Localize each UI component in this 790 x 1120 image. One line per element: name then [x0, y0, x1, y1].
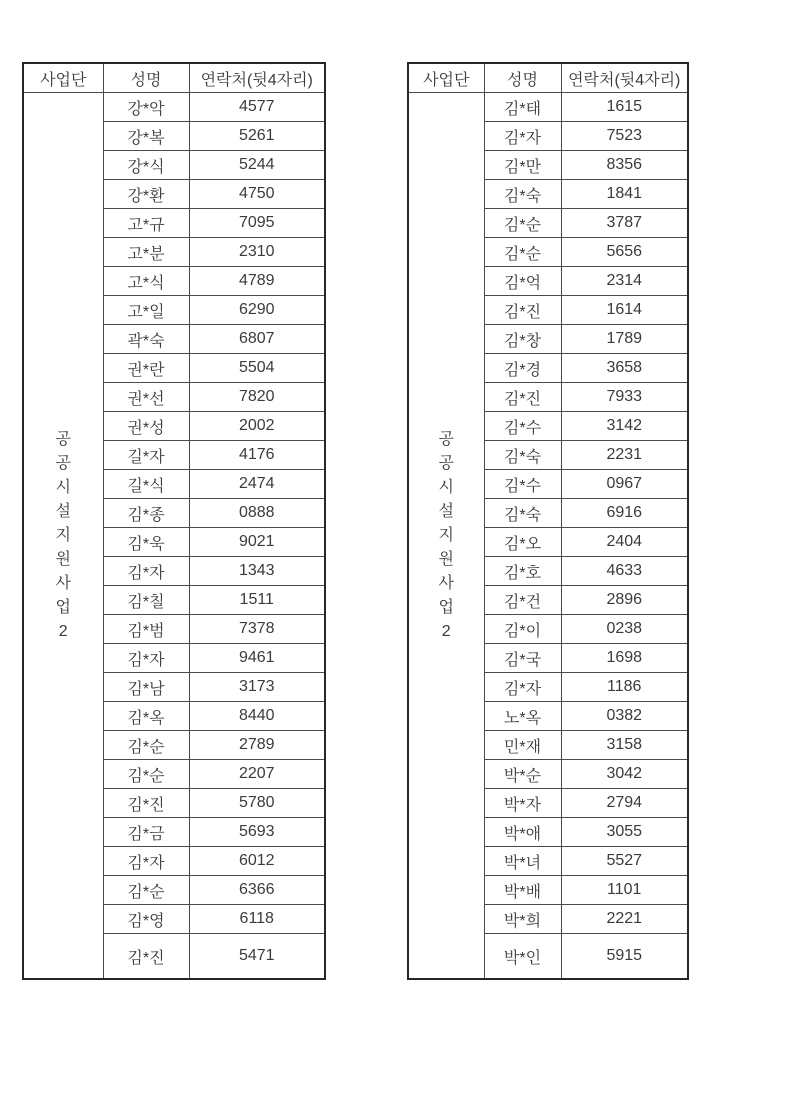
name-cell: 박*배 [484, 876, 561, 905]
header-business-group: 사업단 [23, 63, 103, 93]
phone-cell: 1789 [561, 325, 688, 354]
phone-cell: 3055 [561, 818, 688, 847]
phone-cell: 2221 [561, 905, 688, 934]
phone-cell: 3142 [561, 412, 688, 441]
phone-cell: 6012 [189, 847, 325, 876]
business-group-char: 공 [438, 454, 454, 472]
header-phone: 연락처(뒷4자리) [561, 63, 688, 93]
phone-cell: 1186 [561, 673, 688, 702]
phone-cell: 1101 [561, 876, 688, 905]
name-cell: 김*영 [103, 905, 189, 934]
phone-cell: 5780 [189, 789, 325, 818]
name-cell: 김*자 [484, 673, 561, 702]
name-cell: 김*창 [484, 325, 561, 354]
name-cell: 김*자 [484, 122, 561, 151]
phone-cell: 4577 [189, 93, 325, 122]
name-cell: 김*만 [484, 151, 561, 180]
phone-cell: 3658 [561, 354, 688, 383]
business-group-char: 공 [55, 430, 71, 448]
name-cell: 김*칠 [103, 586, 189, 615]
phone-cell: 8356 [561, 151, 688, 180]
phone-cell: 0888 [189, 499, 325, 528]
phone-cell: 9021 [189, 528, 325, 557]
name-cell: 박*녀 [484, 847, 561, 876]
phone-cell: 6366 [189, 876, 325, 905]
name-cell: 길*자 [103, 441, 189, 470]
phone-cell: 0967 [561, 470, 688, 499]
name-cell: 김*욱 [103, 528, 189, 557]
phone-cell: 3158 [561, 731, 688, 760]
name-cell: 김*숙 [484, 441, 561, 470]
name-cell: 김*수 [484, 412, 561, 441]
table-row [23, 93, 325, 122]
business-group-cell [408, 93, 484, 980]
phone-cell: 7523 [561, 122, 688, 151]
business-group-char: 공 [438, 430, 454, 448]
phone-cell: 5471 [189, 934, 325, 980]
phone-cell: 2404 [561, 528, 688, 557]
name-cell: 박*자 [484, 789, 561, 818]
business-group-char: 원 [55, 550, 71, 568]
phone-cell: 7378 [189, 615, 325, 644]
header-row [23, 63, 325, 93]
name-cell: 김*숙 [484, 180, 561, 209]
phone-cell: 4750 [189, 180, 325, 209]
business-group-char: 사 [55, 574, 71, 592]
phone-cell: 0382 [561, 702, 688, 731]
phone-cell: 2002 [189, 412, 325, 441]
name-cell: 김*남 [103, 673, 189, 702]
table-row [408, 93, 688, 122]
phone-cell: 6807 [189, 325, 325, 354]
name-cell: 강*복 [103, 122, 189, 151]
name-cell: 김*이 [484, 615, 561, 644]
name-cell: 박*순 [484, 760, 561, 789]
phone-cell: 3787 [561, 209, 688, 238]
name-cell: 김*수 [484, 470, 561, 499]
header-name: 성명 [484, 63, 561, 93]
business-group-char: 지 [55, 526, 71, 544]
phone-cell: 6118 [189, 905, 325, 934]
business-group-char: 설 [438, 502, 454, 520]
name-cell: 노*옥 [484, 702, 561, 731]
name-cell: 김*태 [484, 93, 561, 122]
phone-cell: 1343 [189, 557, 325, 586]
business-group-char: 시 [438, 478, 454, 496]
business-group-char: 2 [441, 622, 451, 640]
phone-cell: 5656 [561, 238, 688, 267]
name-cell: 김*순 [103, 731, 189, 760]
header-row [408, 63, 688, 93]
phone-cell: 5504 [189, 354, 325, 383]
phone-cell: 5261 [189, 122, 325, 151]
name-cell: 김*진 [103, 789, 189, 818]
name-cell: 강*악 [103, 93, 189, 122]
name-cell: 고*일 [103, 296, 189, 325]
phone-cell: 5693 [189, 818, 325, 847]
name-cell: 김*순 [484, 238, 561, 267]
name-cell: 김*호 [484, 557, 561, 586]
phone-cell: 8440 [189, 702, 325, 731]
business-group-char: 2 [58, 622, 68, 640]
phone-cell: 1615 [561, 93, 688, 122]
phone-cell: 4176 [189, 441, 325, 470]
name-cell: 김*자 [103, 557, 189, 586]
phone-cell: 2314 [561, 267, 688, 296]
name-cell: 박*희 [484, 905, 561, 934]
phone-cell: 1614 [561, 296, 688, 325]
name-cell: 곽*숙 [103, 325, 189, 354]
phone-cell: 2896 [561, 586, 688, 615]
name-cell: 박*인 [484, 934, 561, 980]
phone-cell: 2310 [189, 238, 325, 267]
header-business-group: 사업단 [408, 63, 484, 93]
name-cell: 김*진 [484, 296, 561, 325]
business-group-char: 설 [55, 502, 71, 520]
name-cell: 김*오 [484, 528, 561, 557]
name-cell: 고*규 [103, 209, 189, 238]
name-cell: 김*숙 [484, 499, 561, 528]
name-cell: 강*식 [103, 151, 189, 180]
business-group-char: 업 [438, 598, 454, 616]
phone-cell: 4633 [561, 557, 688, 586]
name-cell: 김*범 [103, 615, 189, 644]
name-cell: 김*옥 [103, 702, 189, 731]
name-cell: 김*억 [484, 267, 561, 296]
name-cell: 김*건 [484, 586, 561, 615]
business-group-cell [23, 93, 103, 980]
phone-cell: 1841 [561, 180, 688, 209]
business-group-char: 공 [55, 454, 71, 472]
name-cell: 고*식 [103, 267, 189, 296]
business-group-char: 원 [438, 550, 454, 568]
phone-cell: 3042 [561, 760, 688, 789]
name-cell: 김*진 [103, 934, 189, 980]
phone-cell: 7820 [189, 383, 325, 412]
phone-cell: 6290 [189, 296, 325, 325]
roster-table-left [22, 62, 326, 980]
phone-cell: 1511 [189, 586, 325, 615]
name-cell: 박*애 [484, 818, 561, 847]
header-phone: 연락처(뒷4자리) [189, 63, 325, 93]
business-group-char: 지 [438, 526, 454, 544]
phone-cell: 7095 [189, 209, 325, 238]
name-cell: 김*금 [103, 818, 189, 847]
name-cell: 권*선 [103, 383, 189, 412]
phone-cell: 5244 [189, 151, 325, 180]
name-cell: 김*자 [103, 847, 189, 876]
phone-cell: 0238 [561, 615, 688, 644]
name-cell: 권*란 [103, 354, 189, 383]
name-cell: 김*순 [484, 209, 561, 238]
name-cell: 권*성 [103, 412, 189, 441]
phone-cell: 9461 [189, 644, 325, 673]
phone-cell: 5527 [561, 847, 688, 876]
phone-cell: 2789 [189, 731, 325, 760]
phone-cell: 2474 [189, 470, 325, 499]
business-group-char: 사 [438, 574, 454, 592]
phone-cell: 7933 [561, 383, 688, 412]
business-group-char: 업 [55, 598, 71, 616]
name-cell: 고*분 [103, 238, 189, 267]
name-cell: 김*순 [103, 876, 189, 905]
name-cell: 김*종 [103, 499, 189, 528]
roster-table-right [407, 62, 689, 980]
name-cell: 김*순 [103, 760, 189, 789]
phone-cell: 6916 [561, 499, 688, 528]
phone-cell: 4789 [189, 267, 325, 296]
name-cell: 강*환 [103, 180, 189, 209]
phone-cell: 2207 [189, 760, 325, 789]
header-name: 성명 [103, 63, 189, 93]
name-cell: 김*국 [484, 644, 561, 673]
name-cell: 김*자 [103, 644, 189, 673]
phone-cell: 5915 [561, 934, 688, 980]
name-cell: 김*진 [484, 383, 561, 412]
name-cell: 민*재 [484, 731, 561, 760]
phone-cell: 2231 [561, 441, 688, 470]
phone-cell: 2794 [561, 789, 688, 818]
business-group-char: 시 [55, 478, 71, 496]
phone-cell: 1698 [561, 644, 688, 673]
name-cell: 김*경 [484, 354, 561, 383]
phone-cell: 3173 [189, 673, 325, 702]
name-cell: 길*식 [103, 470, 189, 499]
